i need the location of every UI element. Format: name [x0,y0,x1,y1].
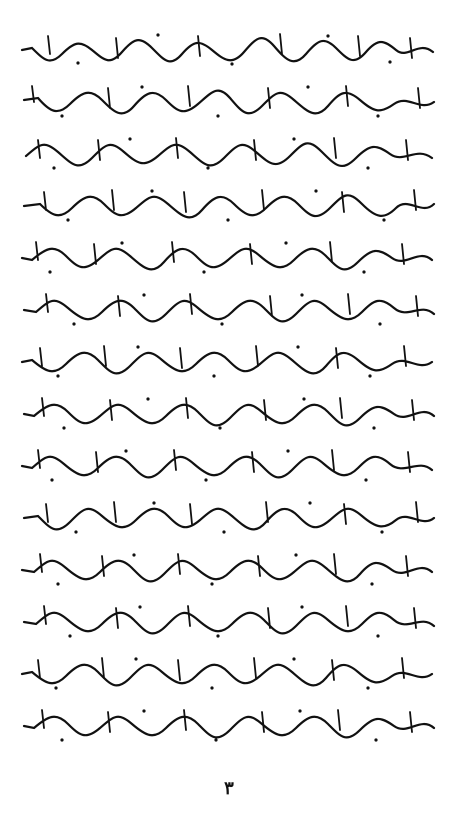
handwritten-line-12 [18,602,438,642]
handwriting-stroke [18,550,438,590]
handwritten-line-1 [18,30,438,70]
handwritten-line-8 [18,394,438,434]
handwriting-stroke [18,30,438,70]
handwriting-stroke [18,602,438,642]
handwriting-stroke [18,82,438,122]
handwriting-stroke [18,394,438,434]
handwriting-stroke [18,238,438,278]
handwritten-line-9 [18,446,438,486]
handwriting-stroke [18,342,438,382]
handwriting-stroke [18,186,438,226]
handwriting-stroke [18,446,438,486]
handwritten-line-13 [18,654,438,694]
handwritten-text-block [18,30,438,750]
handwriting-stroke [18,290,438,330]
handwritten-line-2 [18,82,438,122]
handwritten-line-5 [18,238,438,278]
handwritten-line-7 [18,342,438,382]
handwriting-stroke [18,498,438,538]
handwritten-line-4 [18,186,438,226]
handwritten-line-10 [18,498,438,538]
handwritten-line-3 [18,134,438,174]
handwritten-line-14 [18,706,438,746]
handwriting-stroke [18,706,438,746]
handwriting-stroke [18,134,438,174]
page-number: ٣ [224,778,234,799]
handwritten-line-6 [18,290,438,330]
handwriting-stroke [18,654,438,694]
handwritten-line-11 [18,550,438,590]
